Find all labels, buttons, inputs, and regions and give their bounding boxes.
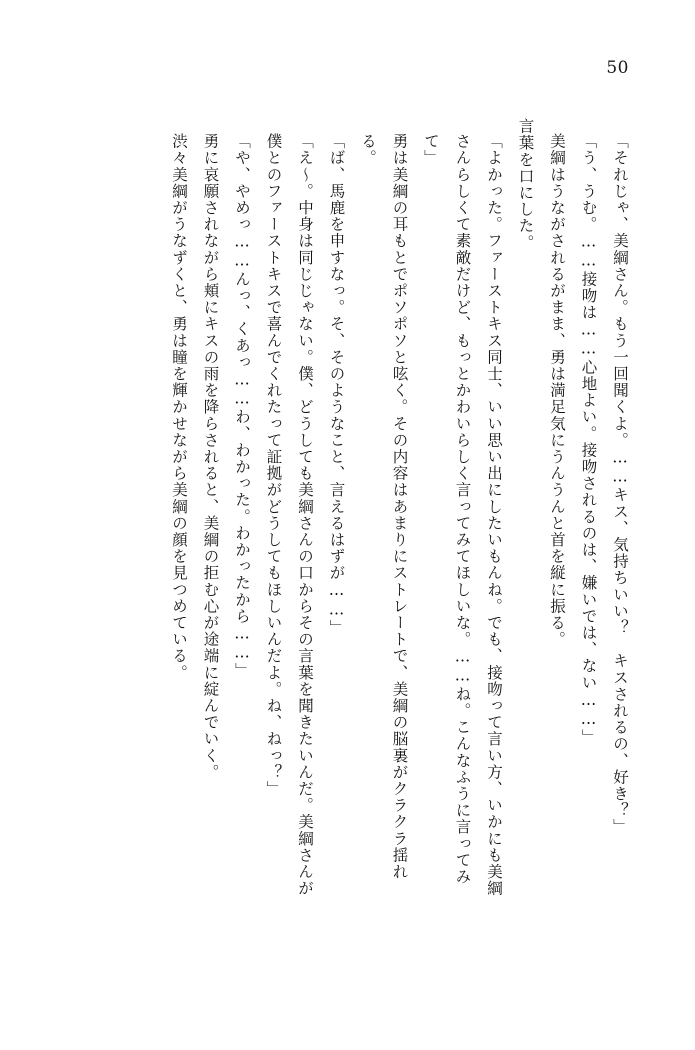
paragraph: 「ば、馬鹿を申すなっ。そ、そのようなこと、言えるはずが……」 [327, 133, 346, 636]
paragraph: 渋々美綱がうなずくと、勇は瞳を輝かせながら美綱の顔を見つめている。 [170, 133, 188, 681]
paragraph: 勇に哀願されながら頬にキスの雨を降らされると、美綱の拒む心が途端に綻んでいく。 [201, 133, 220, 781]
paragraph: 「や、やめっ……んっ、くあっ……わ、わかった。わかったから……」 [233, 133, 251, 680]
paragraph: 勇は美綱の耳もとでポソポソと呟く。その内容はあまりにストレートで、美綱の脳裏がクラクラ揺れる。 [359, 133, 409, 880]
paragraph: 「え～。中身は同じじゃない。僕、どうしても美綱さんの口からその言葉を聞きたいんだ。美綱さんが僕とのファーストキスで喜んでくれたって証拠がどうしてもほしいんだよ。ね、ねっ？」 [264, 133, 314, 897]
paragraph: 「よかった。ファーストキス同士、いい思い出にしたいもんね。でも、接吻って言い方、いかにも美綱さんらしくて素敵だけど、もっとかわいらしく言ってみてほしいな。……ね。こんなふうに言ってみて」 [422, 133, 503, 897]
page-text-body [60, 118, 635, 908]
paragraph: 「う、うむ。……接吻は……心地よい。接吻されるのは、嫌いでは、ない……」 [579, 133, 598, 746]
paragraph: 美綱はうながされるがまま、勇は満足気にうんうんと首を縦に振る。 [548, 133, 566, 648]
paragraph: 言葉を口にした。 [516, 118, 535, 251]
page-number: 50 [606, 58, 629, 78]
paragraph: 「それじゃ、美綱さん。もう一回聞くよ。……キス、気持ちいい？ キスされるの、好き？」 [611, 133, 629, 836]
